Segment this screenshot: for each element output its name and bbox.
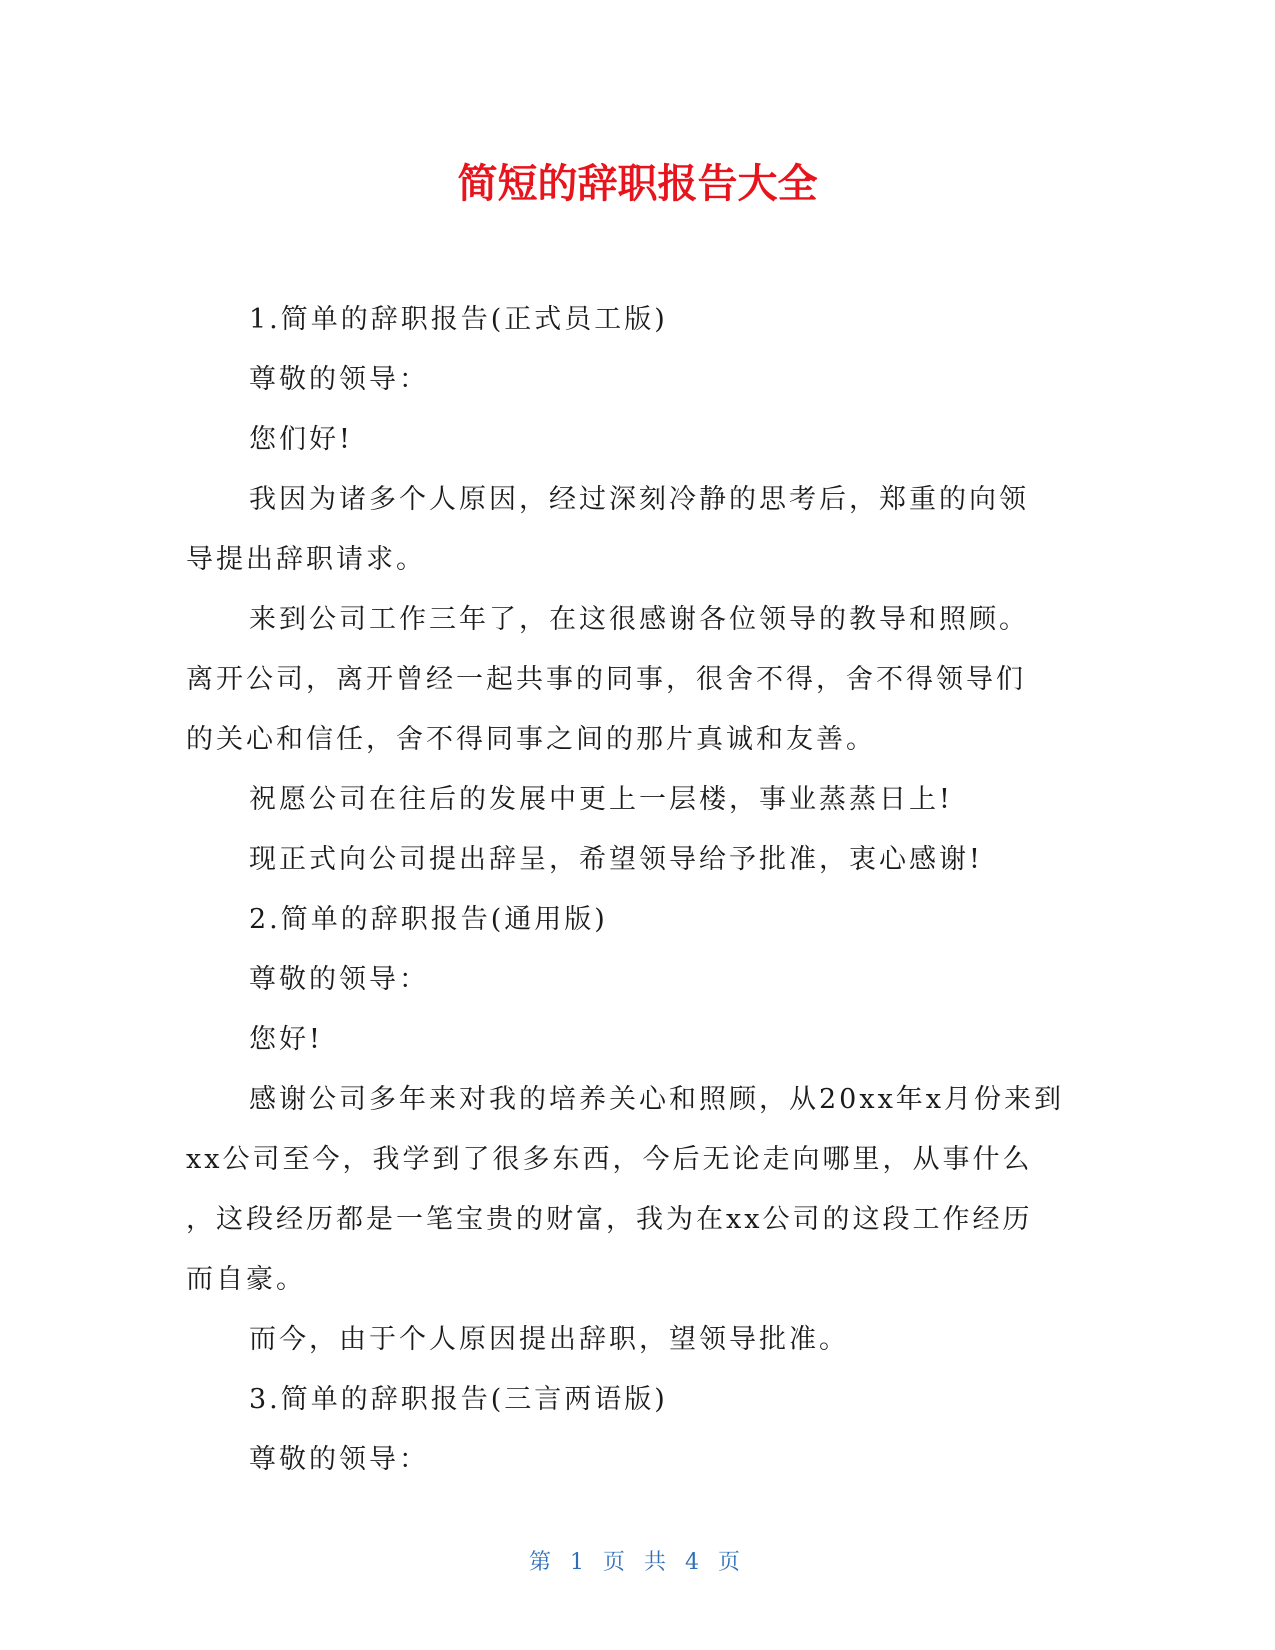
paragraph xyxy=(186,1070,1086,1310)
paragraph xyxy=(186,1010,1086,1070)
paragraph xyxy=(186,590,1086,770)
text-line: 而今，由于个人原因提出辞职，望领导批准。 xyxy=(249,1324,849,1355)
text-line: 2.简单的辞职报告(通用版) xyxy=(249,904,608,935)
text-line: 1.简单的辞职报告(正式员工版) xyxy=(249,304,668,335)
text-line: 您好! xyxy=(249,1024,323,1055)
paragraph xyxy=(186,1370,1086,1430)
text-line: 3.简单的辞职报告(三言两语版) xyxy=(249,1384,668,1415)
text-line: 尊敬的领导： xyxy=(249,964,429,995)
paragraph xyxy=(186,890,1086,950)
paragraph xyxy=(186,1310,1086,1370)
text-line: 离开公司，离开曾经一起共事的同事，很舍不得，舍不得领导们 xyxy=(186,664,1026,695)
text-line: ，这段经历都是一笔宝贵的财富，我为在xx公司的这段工作经历 xyxy=(186,1204,1033,1235)
document-title: 简短的辞职报告大全 xyxy=(457,161,818,207)
text-line: 尊敬的领导： xyxy=(249,1444,429,1475)
text-line: 的关心和信任，舍不得同事之间的那片真诚和友善。 xyxy=(186,724,876,755)
text-line: 现正式向公司提出辞呈，希望领导给予批准，衷心感谢! xyxy=(249,844,983,875)
paragraph xyxy=(186,1430,1086,1490)
paragraph xyxy=(186,770,1086,830)
text-line: 尊敬的领导： xyxy=(249,364,429,395)
text-line: 您们好! xyxy=(249,424,353,455)
paragraph xyxy=(186,470,1086,590)
text-line: 导提出辞职请求。 xyxy=(186,544,426,575)
paragraph xyxy=(186,350,1086,410)
document-body xyxy=(186,290,1086,1490)
text-line: 我因为诸多个人原因，经过深刻冷静的思考后，郑重的向领 xyxy=(249,484,1029,515)
text-line: 而自豪。 xyxy=(186,1264,306,1295)
paragraph xyxy=(186,290,1086,350)
text-line: 来到公司工作三年了，在这很感谢各位领导的教导和照顾。 xyxy=(249,604,1029,635)
paragraph xyxy=(186,830,1086,890)
text-line: xx公司至今，我学到了很多东西，今后无论走向哪里，从事什么 xyxy=(186,1144,1033,1175)
paragraph xyxy=(186,410,1086,470)
page-number-footer: 第 1 页 共 4 页 xyxy=(529,1550,746,1575)
text-line: 感谢公司多年来对我的培养关心和照顾，从20xx年x月份来到 xyxy=(249,1084,1065,1115)
text-line: 祝愿公司在往后的发展中更上一层楼，事业蒸蒸日上! xyxy=(249,784,953,815)
paragraph xyxy=(186,950,1086,1010)
